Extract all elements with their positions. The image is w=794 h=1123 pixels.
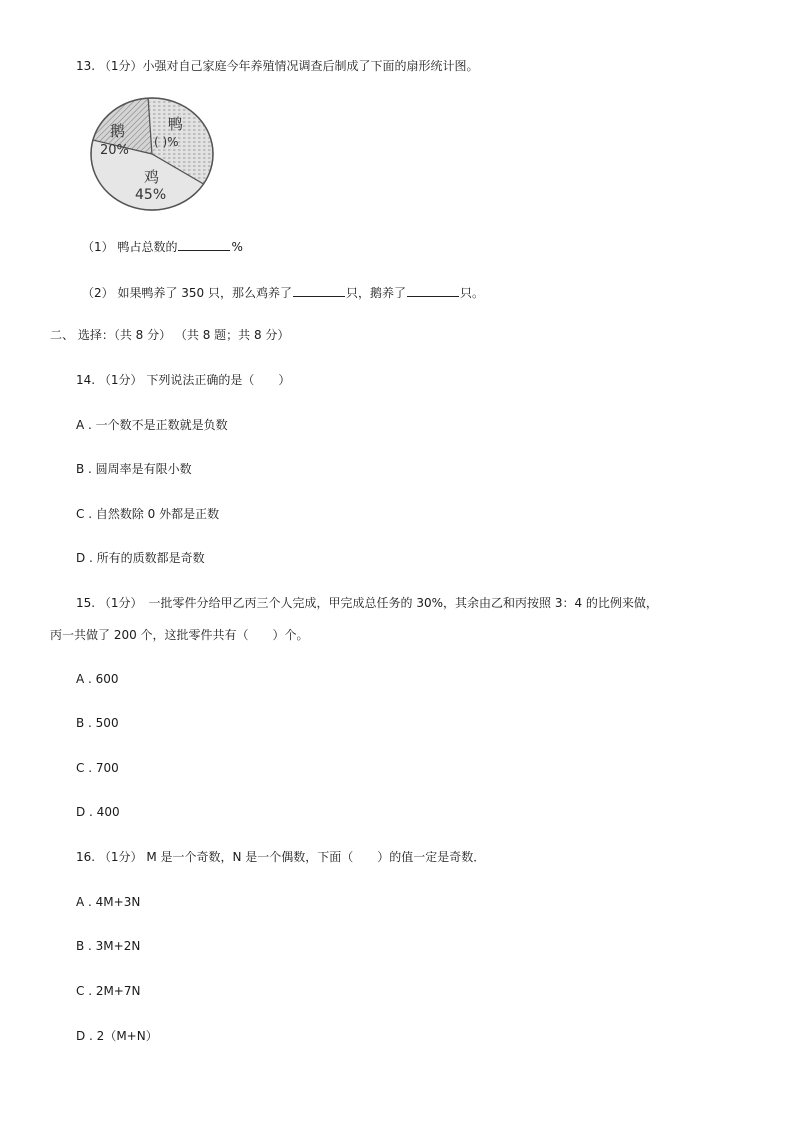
q14-option-b[interactable]: B . 圆周率是有限小数 [76,462,192,476]
pie-pct-chicken: 45% [135,187,167,203]
q13-sub2 [82,284,484,301]
pie-chart-svg [88,96,218,218]
q13-sub1-prefix: （1） 鸭占总数的 [82,240,178,254]
q13-sub2-blank-goose[interactable] [407,284,459,297]
q15-stem-line1: 15. （1分） 一批零件分给甲乙丙三个人完成，甲完成总任务的 30%，其余由乙和丙按照 3：4 的比例来做， [76,596,658,610]
q13-sub2-blank-chicken[interactable] [293,284,345,297]
q16-option-d[interactable]: D . 2（M+N） [76,1029,158,1043]
q13-sub2-suffix: 只。 [460,286,485,300]
q13-sub1 [82,238,243,255]
pie-label-chicken: 鸡 [144,168,160,186]
q15-option-d[interactable]: D . 400 [76,805,120,819]
q14-option-a[interactable]: A . 一个数不是正数就是负数 [76,418,228,432]
q13-sub1-suffix: % [231,240,243,254]
q16-option-c[interactable]: C . 2M+7N [76,984,141,998]
q16-option-b[interactable]: B . 3M+2N [76,939,141,953]
pie-label-goose: 鹅 [110,122,126,140]
q14-option-c[interactable]: C . 自然数除 0 外都是正数 [76,507,220,521]
q15-option-c[interactable]: C . 700 [76,761,119,775]
q14-stem: 14. （1分） 下列说法正确的是（ ） [76,373,291,387]
pie-label-duck: 鸭 [168,115,184,133]
q13-sub2-prefix: （2） 如果鸭养了 350 只，那么鸡养了 [82,286,292,300]
q13-sub1-blank[interactable] [178,238,230,251]
q16-stem: 16. （1分） M 是一个奇数，N 是一个偶数，下面（ ）的值一定是奇数． [76,850,486,864]
q15-stem-line2: 丙一共做了 200 个，这批零件共有（ ）个。 [50,628,309,642]
pie-chart [88,96,218,218]
pie-pct-goose: 20% [100,143,129,158]
section-title: 二、 选择：（共 8 分） （共 8 题；共 8 分） [50,328,290,342]
q16-option-a[interactable]: A . 4M+3N [76,895,141,909]
q14-option-d[interactable]: D . 所有的质数都是奇数 [76,551,205,565]
q15-option-a[interactable]: A . 600 [76,672,119,686]
q15-option-b[interactable]: B . 500 [76,716,119,730]
q13-stem: 13. （1分）小强对自己家庭今年养殖情况调查后制成了下面的扇形统计图。 [76,59,479,73]
q13-sub2-mid: 只，鹅养了 [345,286,406,300]
pie-pct-duck: ( )% [154,135,179,149]
